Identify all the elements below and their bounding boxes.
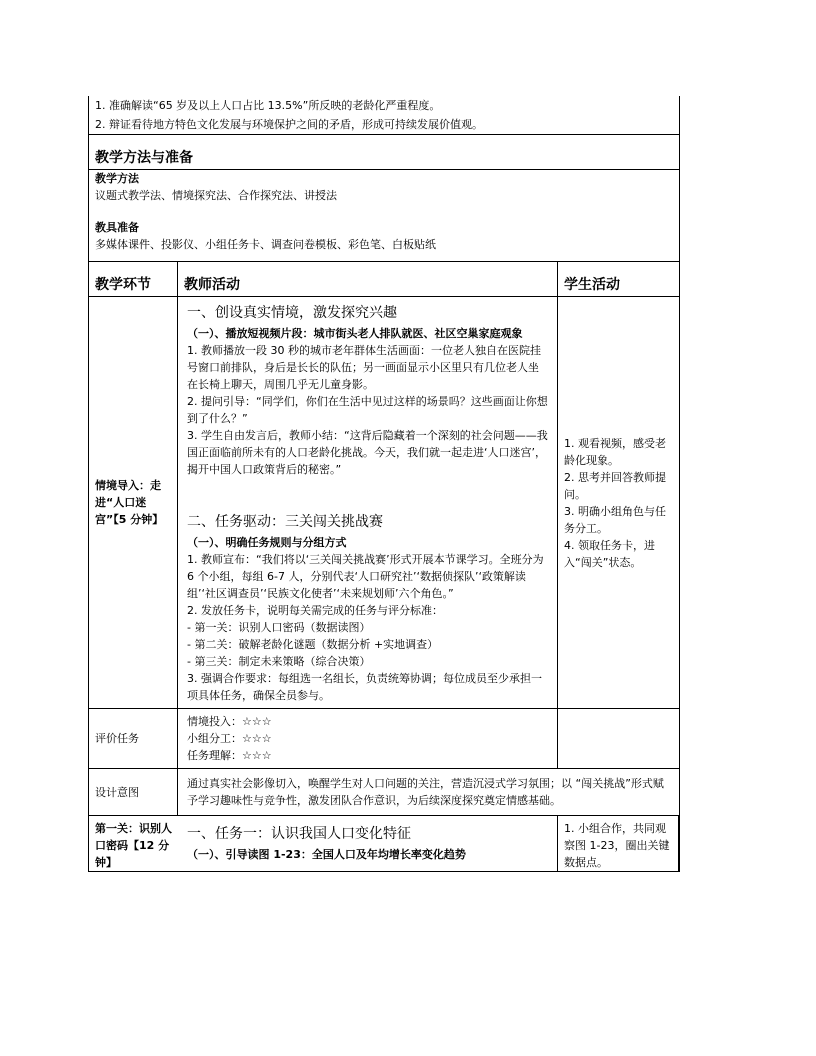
sub-heading: （一）、引导读图 1-23：全国人口及年均增长率变化趋势 [187, 848, 466, 861]
header-teacher: 教师活动 [178, 262, 558, 297]
teacher-item: 2. 提问引导：“同学们，你们在生活中见过这样的场景吗？这些画面让你想到了什么？” [187, 395, 548, 425]
teacher-item: - 第三关：制定未来策略（综合决策） [187, 655, 371, 668]
design-text: 通过真实社会影像切入，唤醒学生对人口问题的关注，营造沉浸式学习氛围；以 “闯关挑战”形式赋予学习趣味性与竞争性，激发团队合作意识，为后续深度探究奠定情感基础。 [187, 777, 664, 807]
sub-heading: （一）、明确任务规则与分组方式 [187, 536, 347, 549]
objectives-block [89, 96, 679, 135]
header-stage: 教学环节 [89, 262, 178, 297]
stage-level1-label: 第一关：识别人口密码【12 分钟】 [95, 822, 172, 869]
design-label-cell [89, 769, 178, 816]
evaluation-empty-cell [558, 709, 679, 769]
evaluation-item: 小组分工：☆☆☆ [187, 732, 272, 745]
student-item: 1. 观看视频，感受老龄化现象。 [564, 436, 666, 467]
design-label: 设计意图 [95, 785, 139, 799]
section-heading: 二、任务驱动：三关闯关挑战赛 [187, 514, 383, 530]
objective-item: 1. 准确解读“65 岁及以上人口占比 13.5%”所反映的老龄化严重程度。 [95, 99, 441, 112]
teacher-item: - 第一关：识别人口密码（数据读图） [187, 621, 371, 634]
stage-cell-level1 [89, 816, 178, 872]
teacher-cell-level1 [178, 816, 558, 872]
objective-item: 2. 辩证看待地方特色文化发展与环境保护之间的矛盾，形成可持续发展价值观。 [95, 118, 483, 131]
teacher-item: 3. 强调合作要求：每组选一名组长，负责统筹协调；每位成员至少承担一项具体任务，确保全员参与。 [187, 672, 542, 702]
teacher-item: 1. 教师播放一段 30 秒的城市老年群体生活画面：一位老人独自在医院挂号窗口前排队，身后是长长的队伍；另一画面显示小区里只有几位老人坐在长椅上聊天，周围几乎无儿童身影。 [187, 344, 541, 391]
student-item: 4. 领取任务卡，进入“闯关”状态。 [564, 538, 655, 569]
student-item: 3. 明确小组角色与任务分工。 [564, 504, 666, 535]
student-item: 2. 思考并回答教师提问。 [564, 470, 666, 501]
methods-title: 教学方法与准备 [95, 150, 193, 166]
evaluation-item: 情境投入：☆☆☆ [187, 715, 272, 728]
evaluation-label: 评价任务 [95, 732, 139, 745]
student-cell-level1 [558, 816, 679, 872]
teacher-cell-intro [178, 297, 558, 709]
student-intro-list [564, 297, 673, 708]
stage-cell-intro [89, 297, 178, 709]
design-cell [178, 769, 679, 816]
student-cell-intro [558, 297, 679, 709]
teacher-item: 2. 发放任务卡，说明每关需完成的任务与评分标准： [187, 604, 443, 617]
methods-section [89, 135, 679, 262]
teacher-item: - 第二关：破解老龄化谜题（数据分析 +实地调查） [187, 638, 439, 651]
student-item: 1. 小组合作，共同观察图 1-23，圈出关键数据点。 [564, 822, 670, 869]
evaluation-item: 任务理解：☆☆☆ [187, 749, 272, 762]
prep-text: 多媒体课件、投影仪、小组任务卡、调查问卷模板、彩色笔、白板贴纸 [95, 238, 436, 251]
section-heading: 一、任务一：认识我国人口变化特征 [187, 826, 411, 842]
prep-label: 教具准备 [95, 221, 139, 234]
header-student: 学生活动 [558, 262, 679, 297]
stage-intro-label: 情境导入：走进“人口迷宫”【5 分钟】 [95, 479, 164, 526]
methods-body [89, 169, 679, 261]
method-text: 议题式教学法、情境探究法、合作探究法、讲授法 [95, 189, 337, 202]
evaluation-label-cell [89, 709, 178, 769]
teacher-item: 3. 学生自由发言后，教师小结：“这背后隐藏着一个深刻的社会问题——我国正面临前所未有的人口老龄化挑战。今天，我们就一起走进‘人口迷宫’，揭开中国人口政策背后的秘密。” [187, 429, 548, 476]
method-label: 教学方法 [95, 172, 139, 185]
section-heading: 一、创设真实情境，激发探究兴趣 [187, 305, 397, 321]
evaluation-cell [178, 709, 558, 769]
teacher-item: 1. 教师宣布：“我们将以‘三关闯关挑战赛’形式开展本节课学习。全班分为 6 个小组，每组 6-7 人，分别代表‘人口研究社’‘数据侦探队’‘政策解读组’‘社区调查员’‘民族文化使者’‘未来规划师’六个角色。” [187, 553, 544, 600]
lesson-plan-document [88, 96, 680, 872]
activity-table [89, 262, 679, 872]
sub-heading: （一）、播放短视频片段：城市街头老人排队就医、社区空巢家庭观象 [187, 327, 523, 340]
